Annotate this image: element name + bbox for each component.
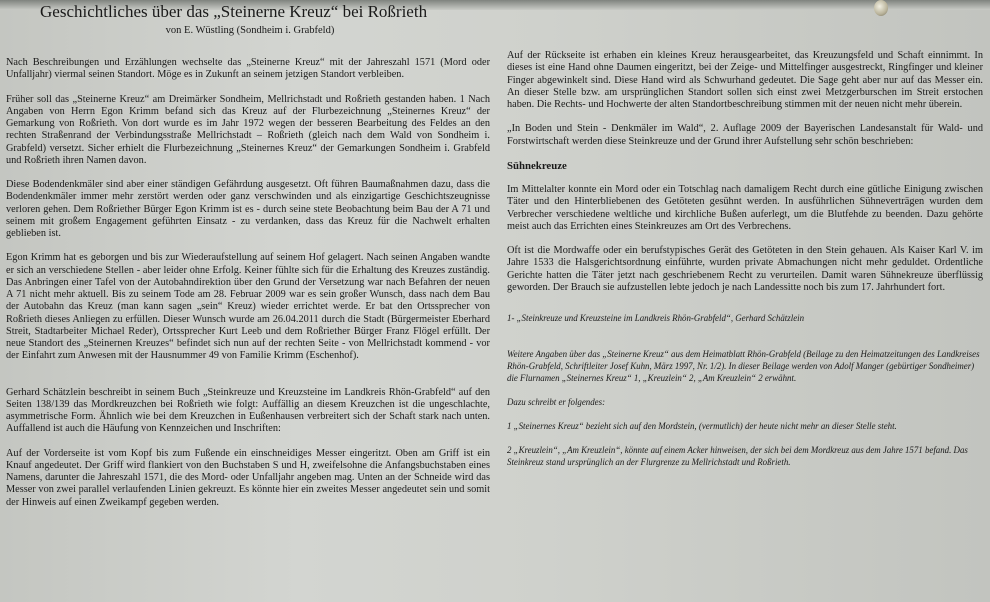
paragraph: Nach Beschreibungen und Erzählungen wechselte das „Steinerne Kreuz“ mit der Jahreszahl 1571 (Mord oder Unfalljahr) viermal seinen Standort. Möge es in Zukunft an seinem jetzigen Standort verbleiben. — [6, 57, 490, 81]
paragraph: Diese Bodendenkmäler sind aber einer ständigen Gefährdung ausgesetzt. Oft führen Baumaßnahmen dazu, dass die Bodendenkmäler immer mehr zerstört werden oder ganz verschwinden und als einzigartige Geschichtszeugnisse verloren gehen. Dem Roßriether Bürger Egon Krimm ist es - durch seine stete Beobachtung beim Bau der A 71 und seinem mit großem Engagement geführten Einsatz - zu verdanken, dass das Kreuz für die Nachwelt erhalten geblieben ist. — [6, 179, 490, 239]
paragraph: Auf der Rückseite ist erhaben ein kleines Kreuz herausgearbeitet, das Kreuzungsfeld und Schaft einnimmt. In dieses ist eine Hand ohne Daumen eingeritzt, bei der Zeige- und Mittelfinger ausgestreckt, Ringfinger und kleiner Finger abgewinkelt sind. Diese Hand wird als Schwurhand gedeutet. Die Sage geht aber nur auf das Messer ein. An dieser Stelle bzw. am ursprünglichen Standort sollen sich einst zwei Metzgerburschen im Streit erstochen haben. Die Rechts- und Hochwerte der alten Standortbeschreibung stimmen mit der neuen nicht mehr überein. — [507, 50, 983, 110]
paragraph: Egon Krimm hat es geborgen und bis zur Wiederaufstellung auf seinem Hof gelagert. Nach seinen Angaben wandte er sich an verschiedene Stellen - aber leider ohne Erfolg. Keiner fühlte sich für die Erhaltung des Kreuzes zuständig. Das Anbringen einer Tafel von der Autobahndirektion über den Grund der Versetzung war nach Befahren der neuen A 71 nicht mehr aktuell. Bis zu seinem Tode am 28. Februar 2009 war es sein großer Wunsch, dass nach dem Bau der Autobahn das Kreuz (man kann sagen „sein“ Kreuz) wieder errichtet werde. Er bat den Ortssprecher von Roßrieth dieses Anliegen zu erfüllen. Dieser Wunsch wurde am 26.04.2011 durch die Stadt (Bürgermeister Eberhard Streit, Stadtarbeiter Michael Reder), Ortssprecher Kurt Leeb und dem Roßriether Bürger Franz Flögel erfüllt. Der neue Standort des „Steinernen Kreuzes“ befindet sich nun auf der rechten Seite - von Mellrichstadt kommend - vor der Einfahrt zum Anwesen mit der Hausnummer 49 von Familie Krimm (Eschenhof). — [6, 252, 490, 362]
page-title: Geschichtliches über das „Steinerne Kreuz“ bei Roßrieth — [40, 2, 428, 21]
paragraph: Auf der Vorderseite ist vom Kopf bis zum Fußende ein einschneidiges Messer eingeritzt. Oben am Griff ist ein Knauf angedeutet. Der Griff wird flankiert von den Buchstaben S und H, zweifelsohne die Anfangsbuchstaben eines Namens, darunter die Jahreszahl 1571, die des Mord- oder Unfalljahr angeben mag. Unten an der Schneide wird das Messer von zwei parallel verlaufenden Linien gekreuzt. Es könnte hier ein zweites Messer angedeutet sein und somit der Hinweis auf einen Zweikampf gegeben werden. — [6, 447, 490, 508]
left-column — [6, 57, 490, 521]
footnote: 1 „Steinernes Kreuz“ bezieht sich auf den Mordstein, (vermutlich) der heute nicht mehr an dieser Stelle steht. — [507, 421, 897, 431]
right-column — [507, 50, 983, 480]
paragraph: Im Mittelalter konnte ein Mord oder ein Totschlag nach damaligem Recht durch eine gütliche Einigung zwischen Täter und den Hinterbliebenen des Getöteten gesühnt werden. In ausführlichen Sühneverträgen wurden dem Verbrecher verschiedene weltliche und kirchliche Bußen auferlegt, um die Blutfehde zu beenden. Dazu gehörte meist auch das Errichten eines Steinkreuzes am Ort des Verbrechens. — [507, 184, 983, 232]
byline: von E. Wüstling (Sondheim i. Grabfeld) — [165, 25, 335, 36]
section-heading: Sühnekreuze — [507, 159, 567, 172]
paragraph: Oft ist die Mordwaffe oder ein berufstypisches Gerät des Getöteten in den Stein gehauen. Als Kaiser Karl V. im Jahre 1533 die Halsgerichtsordnung einführte, wurden private Abmachungen nicht mehr geduldet. Ordentliche Gerichte hatten die Täter jetzt nach geschriebenem Recht zu verurteilen. Damit waren Sühnekreuze überflüssig geworden. Der Brauch sie aufzustellen lebte jedoch je nach Landessitte noch bis zum 17. Jahrhundert fort. — [507, 245, 983, 293]
paragraph: „In Boden und Stein - Denkmäler im Wald“, 2. Auflage 2009 der Bayerischen Landesanstalt für Wald- und Forstwirtschaft werden diese Steinkreuze und der Grund ihrer Aufstellung sehr schön beschrieben: — [507, 123, 983, 147]
footnote: 2 „Kreuzlein“, „Am Kreuzlein“, könnte auf einem Acker hinweisen, der sich bei dem Mordkreuz aus dem Jahre 1571 befand. Das Steinkreuz stand ursprünglich an der Flurgrenze zu Mellrichstadt und Roßrieth. — [507, 445, 968, 467]
footnote: 1- „Steinkreuze und Kreuzsteine im Landkreis Rhön-Grabfeld“, Gerhard Schätzlein — [507, 313, 805, 323]
paragraph: Gerhard Schätzlein beschreibt in seinem Buch „Steinkreuze und Kreuzsteine im Landkreis Rhön-Grabfeld“ auf den Seiten 138/139 das Mordkreuzchen bei Roßrieth wie folgt: Auffällig an diesem Kreuzchen ist die ungeschlachte, asymmetrische Form. Ähnlich wie bei dem Kreuzchen in Eußenhausen verbreitert sich der Schaft stark nach unten. Auffallend ist auch die Häufung von Kennzeichen und Inschriften: — [6, 386, 490, 435]
paragraph: Früher soll das „Steinerne Kreuz“ am Dreimärker Sondheim, Mellrichstadt und Roßrieth gestanden haben. 1 Nach Angaben von Herrn Egon Krimm befand sich das Kreuz auf der Flurbezeichnung „Steinernes Kreuz“ der Gemarkung von Roßrieth. Von dort wurde es im Jahr 1972 wegen der besseren Bearbeitung des Feldes an den rechten Straßenrand der Verbindungsstraße Mellrichstadt – Roßrieth (gleich nach dem Wald von Sondheim i. Grabfeld) versetzt. Sicher erhielt die Flurbezeichnung „Steinernes Kreuz“ der Gemarkungen Sondheim i. Grabfeld und Roßrieth ihren Namen davon. — [6, 93, 490, 166]
mounting-nail — [874, 0, 888, 16]
footnote: Dazu schreibt er folgendes: — [507, 397, 606, 407]
footnote: Weitere Angaben über das „Steinerne Kreuz“ aus dem Heimatblatt Rhön-Grabfeld (Beilage zu den Heimatzeitungen des Landkreises Rhön-Grabfeld, Schriftleiter Josef Kuhn, März 1997, Nr. 1/2). In dieser Beilage werden von Adolf Manger (gebürtiger Sondheimer) die Flurnamen „Steinernes Kreuz“ 1, „Kreuzlein“ 2, „Am Kreuzlein“ 2 erwähnt. — [507, 349, 980, 383]
